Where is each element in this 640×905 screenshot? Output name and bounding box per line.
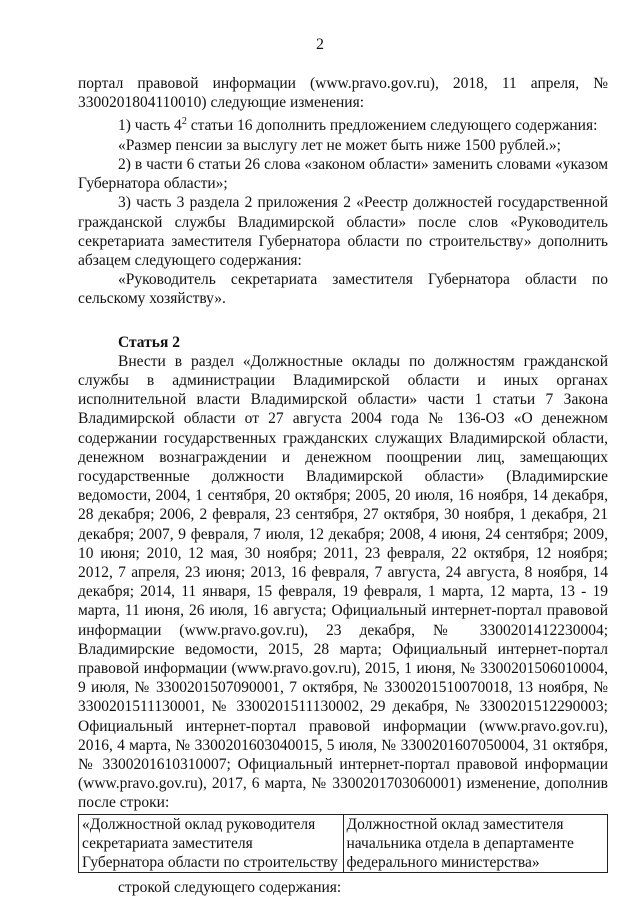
paragraph-item-3: 3) часть 3 раздела 2 приложения 2 «Реестр должностей государственной гражданской службы Владимирской области» после слов «Руководитель секретариата заместителя Губернатора области по строительству» дополнить абзацем следующего содержания:	[78, 194, 608, 269]
amendment-table	[78, 814, 608, 874]
paragraph-item-1	[78, 112, 608, 135]
table-row	[79, 814, 608, 873]
article-2-heading: Статья 2	[118, 333, 180, 351]
paragraph-after-table: строкой следующего содержания:	[118, 879, 342, 897]
paragraph-intro: портал правовой информации (www.pravo.gov.ru), 2018, 11 апреля, № 3300201804110010) следующие изменения:	[78, 75, 608, 112]
table-cell-left: «Должностной оклад руководителя секретариата заместителя Губернатора области по строительству	[79, 814, 344, 873]
paragraph-quote-agriculture: «Руководитель секретариата заместителя Губернатора области по сельскому хозяйству».	[78, 271, 608, 308]
page-number: 2	[316, 36, 324, 53]
article-2-text: Внести в раздел «Должностные оклады по должностям гражданской службы в администрации Владимирской области и иных органах исполнительной власти Владимирской области» части 1 статьи 7 Закона Владимирской области от 27 августа 2004 года № 136-ОЗ «О денежном содержании государственных гражданских служащих Владимирской области, денежном вознаграждении и денежном поощрении лиц, замещающих государственные должности Владимирской области» (Владимирские ведомости, 2004, 1 сентября, 20 октября; 2005, 20 июля, 16 ноября, 14 декабря, 28 декабря; 2006, 2 февраля, 23 сентября, 27 октября, 30 ноября, 1 декабря, 21 декабря; 2007, 9 февраля, 7 июля, 12 декабря; 2008, 4 июня, 24 сентября; 2009, 10 июня; 2010, 12 мая, 30 ноября; 2011, 23 февраля, 22 октября, 12 ноября; 2012, 7 апреля, 23 июня; 2013, 16 февраля, 7 августа, 24 августа, 8 ноября, 14 декабря; 2014, 11 января, 15 февраля, 19 февраля, 1 марта, 12 марта, 13 - 19 марта, 11 июня, 26 июля, 16 августа; Официальный интернет-портал правовой информации (www.pravo.gov.ru), 23 декабря, № 3300201412230004; Владимирские ведомости, 2015, 28 марта; Официальный интернет-портал правовой информации (www.pravo.gov.ru), 2015, 1 июня, № 3300201506010004, 9 июля, № 3300201507090001, 7 октября, № 3300201510070018, 13 ноября, № 3300201511130001, № 3300201511130002, 29 декабря, № 3300201512290003; Официальный интернет-портал правовой информации (www.pravo.gov.ru), 2016, 4 марта, № 3300201603040015, 5 июля, № 3300201607050004, 31 октября, № 3300201610310007; Официальный интернет-портал правовой информации (www.pravo.gov.ru), 2017, 6 марта, № 3300201703060001) изменение, дополнив после строки:	[78, 352, 608, 812]
item-1-end: статьи 16 дополнить предложением следующего содержания:	[186, 117, 598, 135]
paragraph-quote-pension: «Размер пенсии за выслугу лет не может быть ниже 1500 рублей.»;	[118, 136, 561, 154]
table-cell-right: Должностной оклад заместителя начальника отдела в департаменте федерального министерства»	[343, 814, 608, 873]
paragraph-item-2: 2) в части 6 статьи 26 слова «законом области» заменить словами «указом Губернатора области»;	[78, 155, 608, 193]
item-1-start: 1) часть 4	[118, 117, 182, 135]
item-1-superscript: 2	[181, 116, 187, 128]
document-body	[78, 74, 608, 897]
spacer	[78, 309, 608, 333]
